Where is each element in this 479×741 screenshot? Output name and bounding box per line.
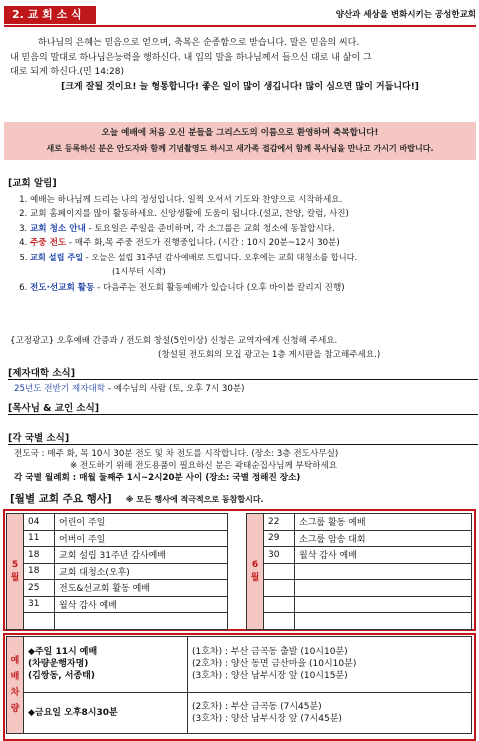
region-news [14,448,476,484]
intro-line: 하나님의 은혜는 믿음으로 얻으며, 축복은 순종함으로 받습니다. 말은 믿음의 씨다. [38,38,360,48]
intro-slogan: [크게 잘될 것이요! 늘 형통합니다! 좋은 일이 많이 생깁니다! 많이 심으면 많이 거둡니다!] [61,81,419,92]
fixed-ad [10,334,476,362]
header-divider [4,25,476,27]
fixed-ad-line: {고정광고} 오후예배 간증과 / 전도회 창설(5인이상) 신청은 교역자에게 신청해 주세요. [10,336,338,346]
route-line: (3호차) : 양산 남부시장 앞 (7시45분) [192,713,342,724]
pastor-news-title: [목사님 & 교인 소식] [8,400,478,415]
route-line: (1호차) : 부산 금곡동 출발 (10시10분) [192,647,348,658]
monthly-events-title: [월별 교회 주요 행사] ※ 모든 행사에 적극적으로 동참합시다. [10,493,264,505]
intro-line: 내 믿음의 말대로 하나님은능력을 행하신다. 내 입의 말을 하나님께서 들으신 대로 내 삶이 그 [10,52,372,63]
sunday-service: ◆주일 11시 예배 (차량운행자명) (김쌍동, 서종태) [24,637,188,693]
intro-text [10,36,470,94]
church-slogan: 양산과 세상을 변화시키는 공성한교회 [335,10,476,20]
sunday-routes [188,637,472,693]
region-line: 전도국 : 매주 화, 목 10시 30분 전도 및 차 전도를 시작합니다. (장소: 3층 전도사무실) [14,449,339,459]
fixed-ad-line: (창설된 전도회의 모집 광고는 1층 게시판을 참고해주세요.) [158,350,381,360]
region-line: ※ 전도하기 위해 전도용품이 필요하신 분은 곽태순집사님께 부탁하세요 [70,461,338,471]
route-line: (3호차) : 양산 남부시장 앞 (10시15분) [192,671,348,682]
vehicle-schedule-table [6,636,472,734]
june-events-table: 6 월 22 소그룹 활동 예배 29 소그룹 암송 대회 30 월삭 감사 예배 [246,513,472,630]
notice-item: 4. 주중 전도 - 매주 화,목 주중 전도가 진행중입니다. (시간 : 10시 20분~12시 30분) [30,236,478,250]
disciple-info: 25년도 전반기 제자대학 - 예수님의 사람 (토, 오후 7시 30분) [14,384,245,394]
welcome-line: 오늘 예배에 처음 오신 분들을 그리스도의 이름으로 환영하며 축복합니다! [101,128,379,138]
vehicle-label: 예 배 차 량 [7,637,24,734]
may-events-table: 5 월 04 어린이 주일 11 어버이 주일 18 교회 설립 31주년 감사예배 18 교회 대청소(오후) 25 전도&선교회 활동 예배 31 월삭 감사 예배 [6,513,228,630]
church-notices [8,175,478,295]
notice-item: 6. 전도·선교회 활동 - 다음주는 전도회 활동예배가 있습니다 (오후 바이블 칼리지 진행) [30,281,478,295]
route-line: (2호차) : 양산 동면 금산마을 (10시10분) [192,659,357,670]
intro-line: 대로 되게 하신다.(민 14:28) [10,67,124,77]
region-line: 각 국별 월례회 : 매월 둘째주 1시~2시20분 사이 (장소: 국별 정해진 장소) [14,473,301,483]
may-label: 5 월 [7,514,24,630]
notice-item: 2. 교회 홈페이지를 많이 활동하세요. 신앙생활에 도움이 됩니다.(설교, 찬양, 칼럼, 사진) [30,207,478,221]
section-title: 2. 교 회 소 식 [4,6,96,24]
june-label: 6 월 [247,514,264,630]
notice-item: 3. 교회 청소 안내 - 토요일은 주일을 준비하며, 각 소그룹은 교회 청소에 동참합시다. [30,222,478,236]
region-title: [각 국별 소식] [8,430,478,445]
notice-item: 5. 교회 설립 주일 - 오늘은 설립 31주년 감사예배로 드립니다. 오후에는 교회 대청소를 합니다. (1시부터 시작) [30,250,478,279]
friday-service: ◆금요일 오후8시30분 [24,692,188,733]
notice-item: 1. 예배는 하나님께 드리는 나의 정성입니다. 일찍 오셔서 기도와 찬양으로 시작하세요. [30,193,478,207]
friday-routes [188,692,472,733]
disciple-title: [제자대학 소식] [8,365,478,380]
welcome-banner [4,122,476,160]
notices-title: [교회 알림] [8,178,57,189]
route-line: (2호차) : 부산 금곡동 (7시45분) [192,701,322,712]
welcome-line: 새로 등록하신 분은 안도자와 함께 기념촬영도 하시고 새가족 접감에서 함께 목사님을 만나고 가시기 바랍니다. [46,144,434,153]
